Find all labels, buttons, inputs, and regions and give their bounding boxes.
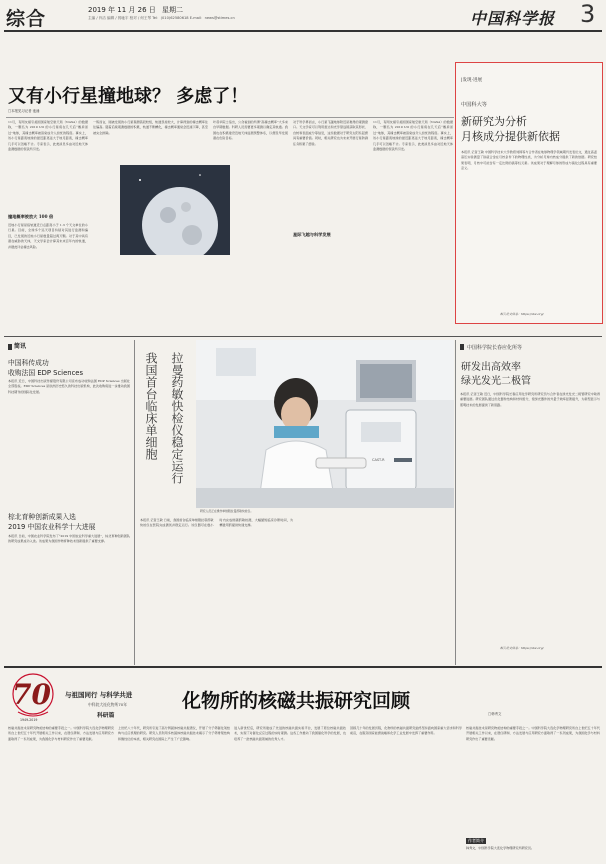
lead-headline: 又有小行星撞地球？ 多虑了！ [8, 86, 249, 107]
brief-tag [8, 341, 26, 350]
lab-scene-icon [196, 340, 454, 508]
right-mid-body: 本报讯 记者王敏 近日，中国科学院长春应用化学研究所研究员与合作者在绿光发光二极管研究中取得重要进展。研究团队通过优化器件结构和材料组分，使绿光器件的外量子效率显著提升，为新型显示与照明技术的发展提供了新思路。 [460, 392, 600, 407]
brief-icon [8, 344, 12, 350]
lead-subhead-2: 星际飞越与科学发展 [293, 232, 331, 237]
weekday-text: 星期二 [162, 6, 183, 14]
brief-tag-text: 简讯 [14, 343, 27, 350]
column-title: 与祖国同行 与科学共进 [65, 691, 133, 699]
brief-headline-1b: 收购法国 EDP Sciences [8, 369, 84, 377]
author-note-tag: 作者简介 [468, 838, 484, 843]
feature-col-2: 上世纪八十年代，研究所引进了高分辨固体核磁共振谱仪，开展了分子筛催化剂结构与反应机理的研究。研究人员利用多核固体核磁共振技术揭示了分子筛骨架结构和酸性位的本质，相关研究在国际上产生了广泛影响。 [118, 726, 230, 741]
lead-rule [6, 117, 454, 118]
column-name: 科研篇 [97, 713, 115, 719]
discovery-body: 本报讯 记者王敏 中国科学技术大学教授刘锦等与合作者在地球物理学领域期刊发表论文，通过高温高压实验测量了铁硫合金在月核条件下的物理性质，为分析月球内核成分提供了新的依据。研究结果表明，月核中可能含有一定比例的硫等轻元素。该成果对于理解月球的形成与演化过程具有重要意义。 [461, 150, 597, 171]
header-rule [4, 30, 602, 32]
discovery-headline-2: 月核成分提供新依据 [461, 130, 560, 143]
lead-byline: □本报见习记者 池涌 [8, 109, 40, 113]
right-mid-headline-1: 研发出高效率 [461, 362, 521, 373]
masthead-logo: 中国科学报 [470, 9, 556, 28]
feature-col-1: 核磁共振技术是研究物质结构的重要手段之一。中国科学院大连化学物理研究所自上世纪五十年代开展相关工作以来，在谱仪研制、方法发展与应用研究方面取得了一系列成果，为我国化学与材料研究作出了重要贡献。 [8, 726, 114, 741]
feature-col-4: 回顾几十年的发展历程，化物所的核磁共振研究始终坚持面向国家重大需求和科学前沿，在服务国家能源战略和化学工业发展中发挥了重要作用。 [350, 726, 462, 736]
column-subtitle: 中科院大连化物所70年 [88, 702, 128, 707]
right-mid-source: 中国科学院长春应化所等 [467, 345, 523, 351]
discovery-tag: |发现·进展 [461, 78, 482, 83]
issue-date [88, 5, 183, 15]
photo-story-body: 本报讯 记者王敏 日前，我国首台临床单细胞拉曼药敏快检仪在医院完成测试并稳定运行。该仪器可在数小时内完成细菌药敏检测，大幅缩短临床诊断时间，为精准用药提供快速支撑。 [140, 518, 293, 528]
feature-col-5: 核磁共振技术是研究物质结构的重要手段之一。中国科学院大连化学物理研究所自上世纪五十年代开展相关工作以来，在谱仪研制、方法发展与应用研究方面取得了一系列成果，为我国化学与材料研究作出了重要贡献。 [466, 726, 600, 741]
brief-body-1: 本报讯 近日，中国科技出版传媒股份有限公司宣布成功收购法国 EDP Sciences 出版社全部股权。EDP Sciences 是欧洲历史悠久的科技出版机构，此次收购将进一步推动我国科技期刊的国际化发展。 [8, 379, 130, 394]
brief-headline-1a: 中国科传成功 [8, 359, 49, 367]
right-divider [455, 340, 456, 665]
lead-col-3: 叶叔华院士指出，公众看到的所谓“高撞击概率”大多来自早期数据。科研人员需要更多观测以确定其轨道。我国也在积极建设近地天体监测预警体系，以便及早发现潜在危险目标。 [213, 120, 288, 141]
photo-story-subtitle: 我国首台临床单细胞 [144, 352, 158, 460]
section-title: 综合 [6, 8, 47, 30]
discovery-link[interactable]: 相关论文信息：https://doi.org/ [500, 312, 544, 316]
badge-number: 70 [12, 678, 51, 711]
header-meta: 主编 / 肖洁 编辑 / 郭驰宇 校对 / 何王琴 Tel：(010)62580618 E-mail：news@stimes.cn [88, 16, 235, 20]
photo-caption: 研究人员正在操作单细胞拉曼药敏快检仪。 [200, 509, 254, 513]
lead-col-5: 11月，有网友援引美国国家航空航天局（NASA）的数据称，一颗名为 2019 UO 的小行星将在几天后“擦肩而过”地球，其撞击概率被渲染成令人担忧的程度。事实上，该小行星距离地球的最近距离远大于地月距离，撞击概率几乎可以忽略不计。专家表示，此类消息多由对近地天体监测数据的误读所引发。 [373, 120, 453, 152]
lead-col-1a: 11月，有网友援引美国国家航空航天局（NASA）的数据称，一颗名为 2019 UO 的小行星将在几天后“擦肩而过”地球，其撞击概率被渲染成令人担忧的程度。事实上，该小行星距离地球的最近距离远大于地月距离，撞击概率几乎可以忽略不计。专家表示，此类消息多由对近地天体监测数据的误读所引发。 [8, 120, 88, 152]
lead-subhead: 撞地概率被放大 100 倍 [8, 214, 54, 219]
planet-icon [120, 165, 230, 255]
device-label: CAST-R [372, 458, 385, 462]
brief-divider [134, 340, 135, 665]
date-text: 2019 年 11 月 26 日 [88, 6, 156, 14]
brief-headline-2a: 棕北育种创新成果入选 [8, 513, 76, 521]
brief-headline-2b: 2019 中国农业科学十大进展 [8, 523, 96, 531]
page-number: 3 [580, 0, 596, 28]
brief-body-2: 本报讯 日前，中国农业科学院发布了“2019 中国农业科学重大进展”，棕北育种创新团队的研究成果成功入选。该成果为我国作物育种技术创新提供了重要支撑。 [8, 534, 130, 544]
right-mid-icon [460, 344, 464, 350]
right-mid-link[interactable]: 相关论文信息：https://doi.org/ [500, 646, 544, 650]
lead-col-1b: 近地小行星是指轨道近日点距离小于 1.3 个天文单位的小行星。目前，全球多个巡天项目持续对其进行监测和编目，已发现的近地小行星数量超过两万颗。对于其中具有潜在威胁的天体，天文学家会计算其未来百年内的轨道，并据此评估撞击风险。 [8, 223, 88, 249]
right-mid-headline-2: 绿光发光二极管 [461, 376, 531, 387]
author-note: 韩秀文，中国科学院大连化学物理研究所研究员。 [466, 846, 535, 850]
bottom-rule [4, 666, 602, 668]
photo-story-title: 拉曼药敏快检仪稳定运行 [170, 352, 184, 484]
lead-col-2: 一般而言，刚被发现的小行星观测弧段较短，轨道误差较大，计算得到的撞击概率往往偏高。随着后续观测数据的积累，轨道不断精化，撞击概率通常会迅速下降，甚至被完全排除。 [93, 120, 208, 135]
feature-headline: 化物所的核磁共振研究回顾 [182, 690, 411, 712]
asteroid-illustration [120, 165, 230, 255]
lead-col-4: 对于科学界而言，小行星飞越地球附近是难得的观测窗口。天文学家可以利用雷达和光学望远镜获取其形状、自转和表面成分等信息，这些数据对于研究太阳系起源具有重要价值。同时，相关研究也为未来开展行星防御任务积累了经验。 [293, 120, 368, 146]
discovery-source: 中国科大等 [461, 102, 487, 108]
discovery-headline-1: 新研究为分析 [461, 115, 527, 128]
feature-byline: □韩秀文 [488, 712, 502, 716]
badge-years: 1949-2019 [20, 718, 38, 722]
anniversary-badge [8, 672, 58, 724]
mid-rule [4, 336, 602, 337]
lab-photo [196, 340, 454, 508]
feature-col-3: 进入新世纪后，研究所建成了先进的核磁共振实验平台，发展了原位核磁共振技术，实现了对催化反应过程的实时观测。这些工作推动了我国催化科学的发展，也培养了一批核磁共振领域的优秀人才。 [234, 726, 346, 741]
